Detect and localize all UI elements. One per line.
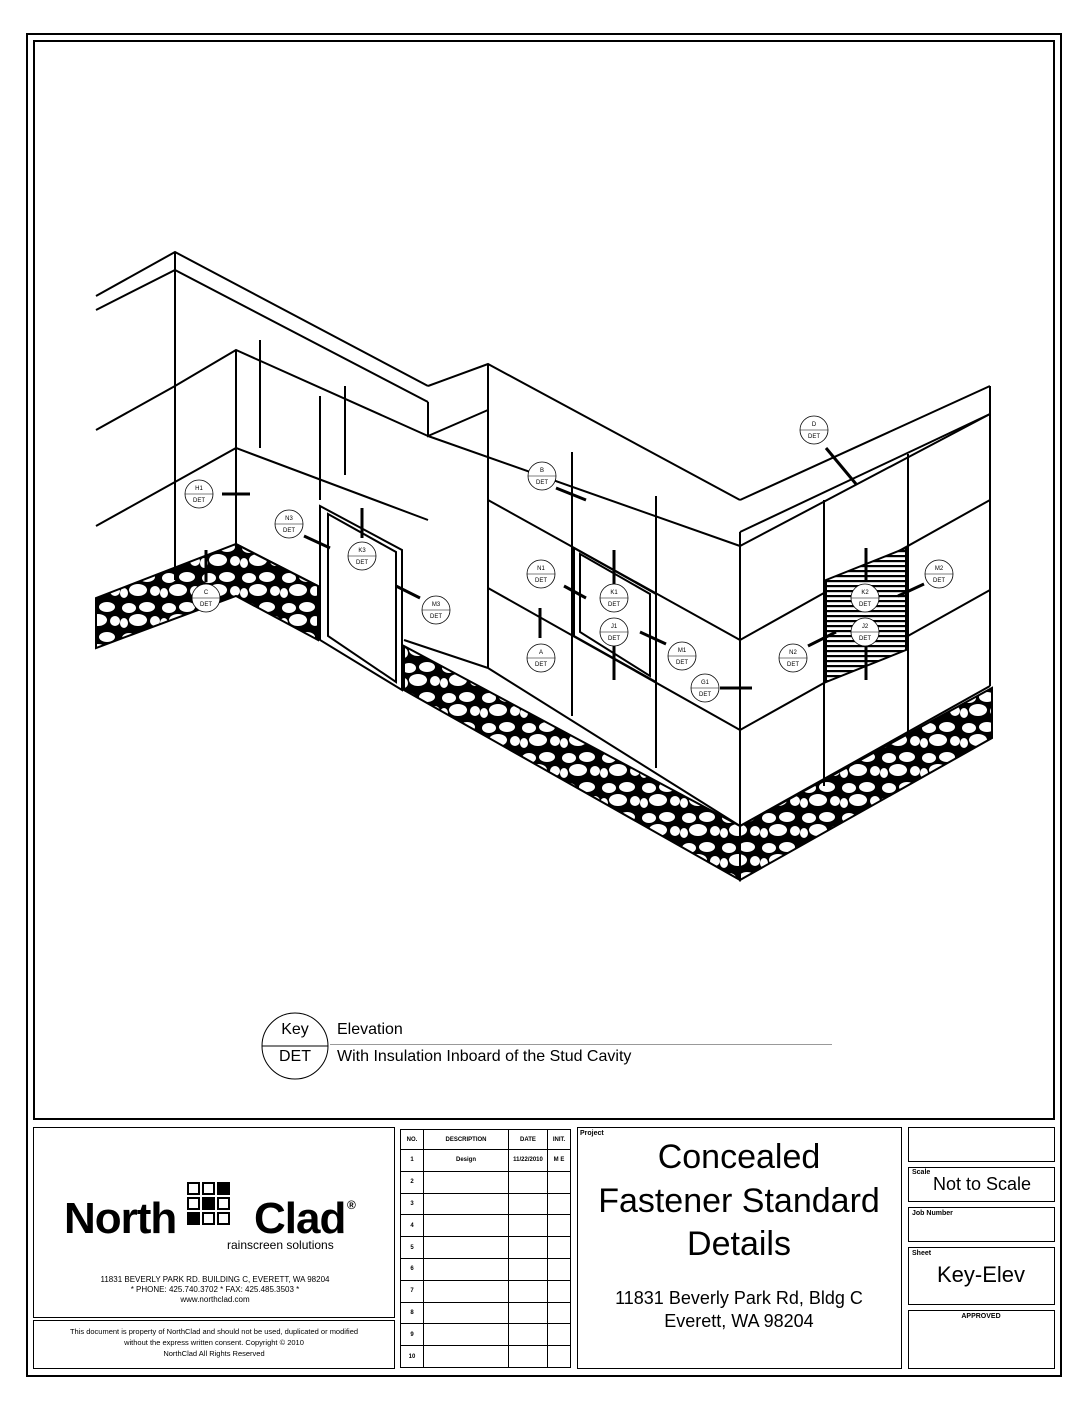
revision-cell xyxy=(548,1215,571,1237)
registered-mark: ® xyxy=(347,1198,356,1212)
revision-cell: 9 xyxy=(401,1324,424,1346)
company-name-left: North xyxy=(64,1194,177,1243)
callout-id: M2 xyxy=(934,566,944,572)
callout-tag: DET xyxy=(535,662,547,668)
callout-id: J1 xyxy=(610,624,618,630)
callout-tag: DET xyxy=(808,434,820,440)
notice-line-2: without the express written consent. Copyright © 2010 xyxy=(124,1338,304,1347)
callout-k3 xyxy=(348,542,376,570)
callout-d xyxy=(800,416,828,444)
revision-cell xyxy=(509,1324,548,1346)
callout-n2 xyxy=(779,644,807,672)
revision-row xyxy=(401,1346,571,1368)
callout-n3 xyxy=(275,510,303,538)
revision-cell: 5 xyxy=(401,1237,424,1259)
project-address-line-2: Everett, WA 98204 xyxy=(664,1311,814,1331)
scale-label: Scale xyxy=(912,1169,931,1176)
callout-id: N3 xyxy=(285,516,293,522)
revision-cell xyxy=(548,1193,571,1215)
company-tagline: rainscreen solutions xyxy=(227,1238,334,1252)
job-number-box xyxy=(908,1207,1055,1242)
company-phone: * PHONE: 425.740.3702 * FAX: 425.485.3503 * xyxy=(130,1285,300,1294)
callout-tag: DET xyxy=(193,498,205,504)
revision-row xyxy=(401,1280,571,1302)
revision-cell xyxy=(424,1280,509,1302)
revision-row xyxy=(401,1237,571,1259)
callout-tag: DET xyxy=(859,636,871,642)
callout-tag: DET xyxy=(535,578,547,584)
revision-cell: 1 xyxy=(401,1150,424,1172)
project-title-line-3: Details xyxy=(687,1225,791,1263)
revision-cell xyxy=(548,1258,571,1280)
revision-cell xyxy=(548,1324,571,1346)
callout-tag: DET xyxy=(787,662,799,668)
revision-cell: M E xyxy=(548,1150,571,1172)
blank-info-box xyxy=(908,1127,1055,1162)
callout-id: B xyxy=(539,468,545,474)
callout-j1 xyxy=(600,618,628,646)
revision-table xyxy=(400,1129,571,1368)
callout-id: D xyxy=(811,422,817,428)
revision-cell xyxy=(509,1215,548,1237)
sheet-value: Key-Elev xyxy=(936,1262,1026,1287)
revision-header-row xyxy=(401,1130,571,1150)
sheet-box xyxy=(908,1247,1055,1305)
approved-label: APPROVED xyxy=(961,1313,1001,1320)
callout-id: M3 xyxy=(431,602,441,608)
revision-cell xyxy=(548,1280,571,1302)
project-label: Project xyxy=(580,1130,604,1137)
revision-cell xyxy=(424,1324,509,1346)
callout-n1 xyxy=(527,560,555,588)
callout-c xyxy=(192,584,220,612)
revision-cell xyxy=(548,1171,571,1193)
callout-id: M1 xyxy=(677,648,687,654)
revision-header-cell: NO. xyxy=(401,1130,424,1150)
company-panel xyxy=(33,1127,395,1318)
callout-tag: DET xyxy=(608,636,620,642)
revision-cell: Design xyxy=(424,1150,509,1172)
revision-cell xyxy=(424,1346,509,1368)
company-name-right: Clad xyxy=(254,1194,346,1243)
revision-cell: 11/22/2010 xyxy=(509,1150,548,1172)
scale-value: Not to Scale xyxy=(933,1174,1032,1194)
key-subtitle: With Insulation Inboard of the Stud Cavity xyxy=(337,1048,632,1065)
callout-id: K1 xyxy=(610,590,618,596)
approved-box xyxy=(908,1310,1055,1369)
revision-cell xyxy=(424,1193,509,1215)
callout-tag: DET xyxy=(536,480,548,486)
callout-id: N2 xyxy=(789,650,797,656)
callout-tag: DET xyxy=(676,660,688,666)
callout-id: N1 xyxy=(537,566,545,572)
revision-cell: 4 xyxy=(401,1215,424,1237)
revision-cell xyxy=(509,1171,548,1193)
notice-line-1: This document is property of NorthClad and should not be used, duplicated or modified xyxy=(69,1327,359,1336)
scale-box xyxy=(908,1167,1055,1202)
callout-m3 xyxy=(422,596,450,624)
callout-id: K3 xyxy=(358,548,366,554)
company-address: 11831 BEVERLY PARK RD. BUILDING C, EVERETT, WA 98204 xyxy=(100,1275,330,1284)
notice-line-3: NorthClad All Rights Reserved xyxy=(163,1349,265,1358)
callout-id: G1 xyxy=(700,680,710,686)
revision-header-cell: DESCRIPTION xyxy=(424,1130,509,1150)
revision-cell xyxy=(424,1215,509,1237)
revision-cell xyxy=(509,1258,548,1280)
revision-cell xyxy=(424,1302,509,1324)
callout-j2 xyxy=(851,618,879,646)
revision-cell xyxy=(424,1258,509,1280)
project-title-line-1: Concealed xyxy=(657,1138,821,1176)
callout-k2 xyxy=(851,584,879,612)
revision-row xyxy=(401,1258,571,1280)
revision-row xyxy=(401,1150,571,1172)
callout-id: C xyxy=(203,590,209,596)
revision-row xyxy=(401,1171,571,1193)
key-legend xyxy=(260,1011,835,1081)
callout-id: J2 xyxy=(861,624,869,630)
callout-tag: DET xyxy=(430,614,442,620)
callout-id: A xyxy=(538,650,544,656)
revision-cell xyxy=(548,1302,571,1324)
callout-h1 xyxy=(185,480,213,508)
callout-tag: DET xyxy=(200,602,212,608)
callout-id: H1 xyxy=(195,486,203,492)
revision-cell: 2 xyxy=(401,1171,424,1193)
callout-tag: DET xyxy=(356,560,368,566)
revision-cell xyxy=(509,1302,548,1324)
revision-cell xyxy=(509,1280,548,1302)
callout-tag: DET xyxy=(699,692,711,698)
revision-header-cell: INIT. xyxy=(548,1130,571,1150)
callout-m2 xyxy=(925,560,953,588)
revision-cell xyxy=(509,1346,548,1368)
revision-row xyxy=(401,1193,571,1215)
job-number-label: Job Number xyxy=(912,1210,953,1217)
revision-cell xyxy=(424,1237,509,1259)
project-address-line-1: 11831 Beverly Park Rd, Bldg C xyxy=(615,1288,863,1308)
revision-cell xyxy=(548,1346,571,1368)
project-title-line-2: Fastener Standard xyxy=(598,1182,880,1220)
callout-g1 xyxy=(691,674,719,702)
copyright-notice-panel xyxy=(33,1320,395,1369)
revision-cell: 3 xyxy=(401,1193,424,1215)
key-top-label: Key xyxy=(281,1021,309,1038)
callout-tag: DET xyxy=(283,528,295,534)
revision-row xyxy=(401,1324,571,1346)
revision-row xyxy=(401,1302,571,1324)
revision-cell xyxy=(509,1237,548,1259)
callout-tag: DET xyxy=(933,578,945,584)
revision-cell xyxy=(424,1171,509,1193)
revision-cell: 8 xyxy=(401,1302,424,1324)
revision-row xyxy=(401,1215,571,1237)
revision-cell xyxy=(509,1193,548,1215)
revision-cell: 10 xyxy=(401,1346,424,1368)
key-title: Elevation xyxy=(337,1021,403,1038)
northclad-logo-icon xyxy=(187,1182,247,1242)
revision-cell: 6 xyxy=(401,1258,424,1280)
key-divider-line xyxy=(330,1044,832,1045)
callout-m1 xyxy=(668,642,696,670)
key-bottom-label: DET xyxy=(279,1048,311,1065)
sheet-label: Sheet xyxy=(912,1250,932,1257)
revision-cell xyxy=(548,1237,571,1259)
callout-id: K2 xyxy=(861,590,869,596)
company-web: www.northclad.com xyxy=(180,1295,250,1304)
project-panel xyxy=(577,1127,902,1369)
callout-b xyxy=(528,462,556,490)
callout-tag: DET xyxy=(859,602,871,608)
callout-k1 xyxy=(600,584,628,612)
revision-cell: 7 xyxy=(401,1280,424,1302)
revision-header-cell: DATE xyxy=(509,1130,548,1150)
callout-a xyxy=(527,644,555,672)
callout-tag: DET xyxy=(608,602,620,608)
